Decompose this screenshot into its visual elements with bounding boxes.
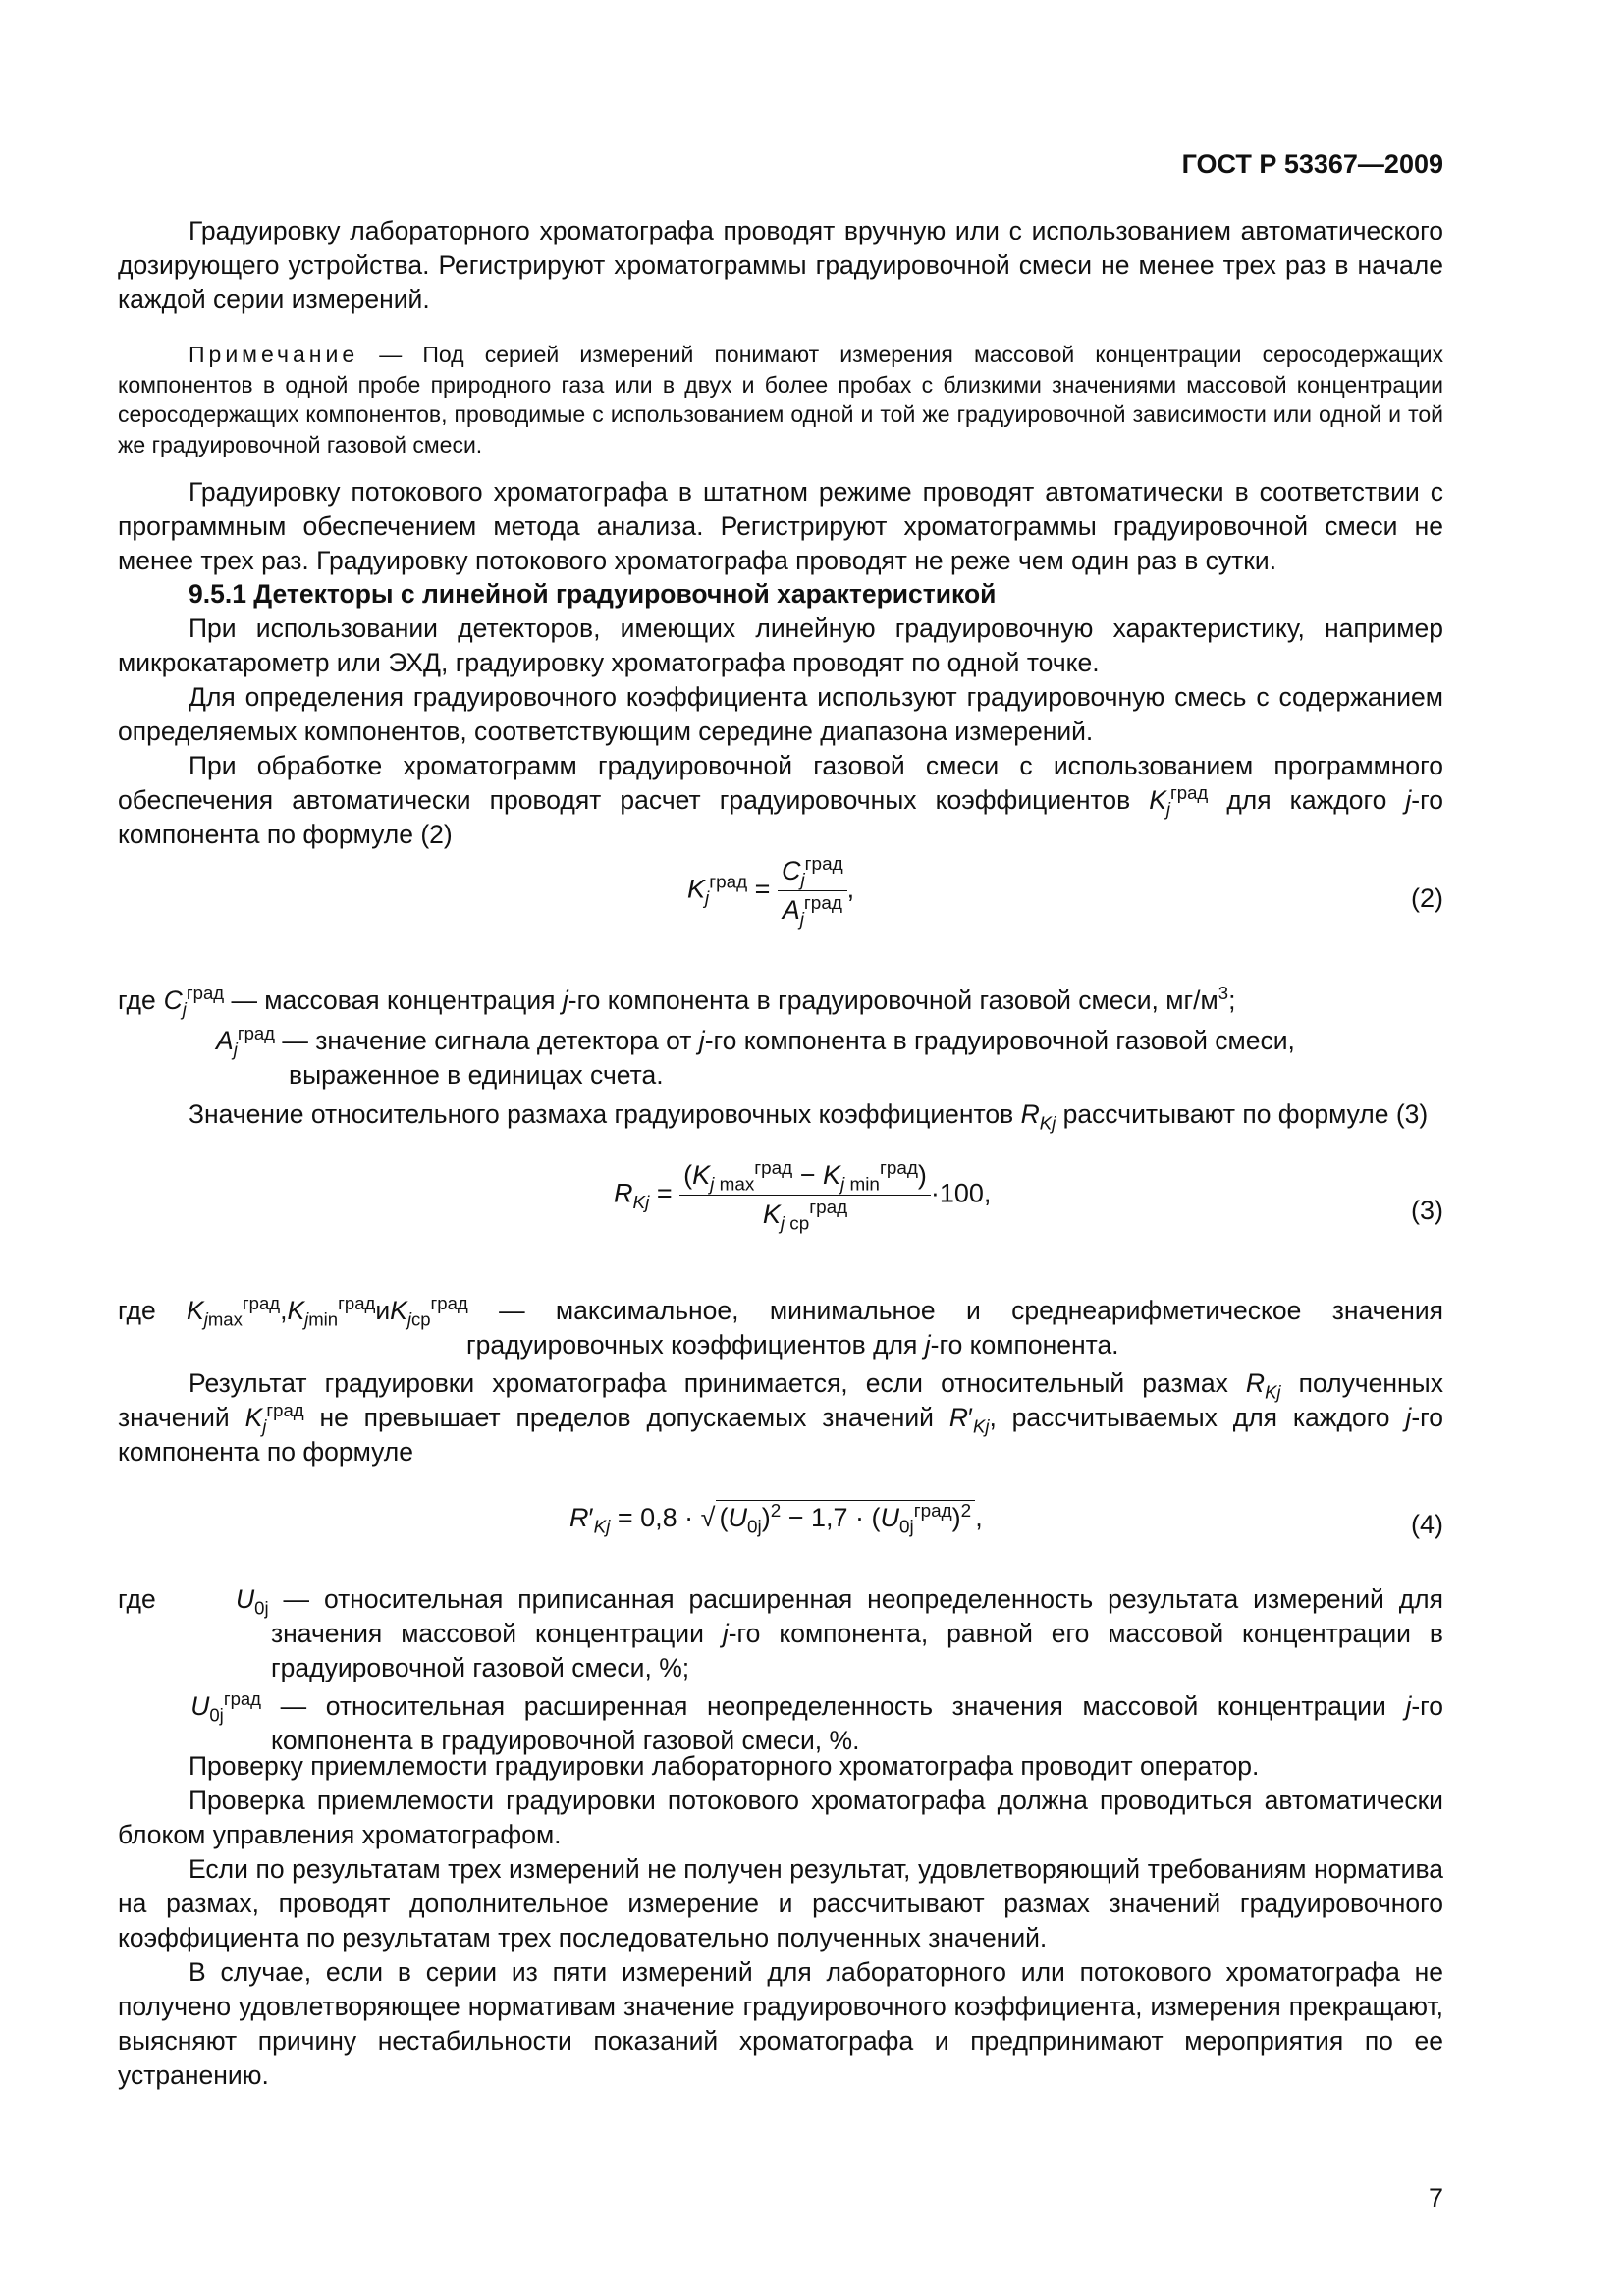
formula-3: $R_{Kj}$ = $\frac{(K_{j max}^{град} - K_{j min}^{град})}{K_{j ср}^{град}}$ ·100, (3) bbox=[614, 1158, 1443, 1235]
fraction: $\frac{(K_{j max}^{град} - K_{j min}^{град})}{K_{j ср}^{град}}$ bbox=[679, 1158, 931, 1232]
paragraph-5: При обработке хроматограмм градуировочной газовой смеси с использованием программного обеспечения автоматически проводят расчет градуировочных коэффициентов $K_j^{град}$ для каждого j-го компонента по формуле (2) bbox=[118, 751, 1443, 849]
paragraph-2 bbox=[118, 475, 1443, 578]
paragraph-1 bbox=[118, 214, 1443, 317]
page-number: 7 bbox=[1428, 2183, 1443, 2213]
section-title-block bbox=[118, 577, 1443, 612]
note-label: Примечание bbox=[189, 342, 359, 367]
paragraph-12 bbox=[118, 1955, 1443, 2093]
definitions-formula-3: где $K_{jmax}^{град},K_{jmin}^{град}иK_{jср}^{град}$ — максимальное, минимальное и среднеарифметическое значения градуировочных коэффициентов для j-го компонента. bbox=[118, 1293, 1443, 1360]
standard-code-header: ГОСТ Р 53367—2009 bbox=[1181, 149, 1443, 179]
symbol-K: K bbox=[1149, 785, 1166, 815]
paragraph-text: Если по результатам трех измерений не получен результат, удовлетворяющий требованиям норматива на размах, проводят дополнительное измерение и рассчитывают размах значений градуировочного коэффициента по результатам трех последовательно полученных значений. bbox=[118, 1854, 1443, 1952]
definitions-formula-4: где $U_{0j}$ — относительная приписанная расширенная неопределенность результата измерений для значения массовой концентрации j-го компонента, равной его массовой концентрации в градуировочной газовой смеси, %; $U_{0j}^{град}$ — относительная расширенная неопределенность значения массовой концентрации j-го компонента в градуировочной газовой смеси, %. bbox=[118, 1584, 1443, 1755]
paragraph-6: Значение относительного размаха градуировочных коэффициентов $R_{Kj}$ рассчитывают по формуле (3) bbox=[189, 1099, 1429, 1134]
paragraph-4 bbox=[118, 680, 1443, 749]
paragraph-3 bbox=[118, 612, 1443, 680]
paragraph-8: Результат градуировки хроматографа принимается, если относительный размах $R_{Kj}$ полученных значений $K_j^{град}$ не превышает пределов допускаемых значений $R'_{Kj}$, рассчитываемых для каждого j-го компонента по формуле bbox=[118, 1368, 1443, 1467]
note-block bbox=[118, 340, 1443, 459]
formula-number: (2) bbox=[1411, 883, 1443, 913]
formula-4: $R'_{Kj} = 0,8$ · √ $(U_{0j})^2 - 1,7 \cdot (U_{0j}^{град})^2$ , (4) bbox=[118, 1494, 1443, 1602]
paragraph-text: Градуировку лабораторного хроматографа проводят вручную или с использованием автоматического дозирующего устройства. Регистрируют хроматограммы градуировочной смеси не менее трех раз в начале каждой серии измерений. bbox=[118, 216, 1443, 314]
formula-2: $K_j^{град}$ = $\frac{C_j^{град}}{A_j^{град}}$ , (2) bbox=[687, 854, 1443, 931]
formula-number: (3) bbox=[1411, 1196, 1443, 1225]
note-text: — Под серией измерений понимают измерения массовой концентрации серосодержащих компонентов в одной пробе природного газа или в двух и более пробах с близкими значениями массовой концентрации серосодержащих компонентов, проводимые с использованием одной и той же градуировочной зависимости или одной и той же градуировочной газовой смеси. bbox=[118, 342, 1443, 457]
paragraph-10 bbox=[118, 1784, 1443, 1852]
paragraph-text: Для определения градуировочного коэффициента используют градуировочную смесь с содержанием определяемых компонентов, соответствующим середине диапазона измерений. bbox=[118, 682, 1443, 746]
paragraph-text: Градуировку потокового хроматографа в штатном режиме проводят автоматически в соответствии с программным обеспечением метода анализа. Регистрируют хроматограммы градуировочной смеси не менее трех раз. Градуировку потокового хроматографа проводят не реже чем один раз в сутки. bbox=[118, 477, 1443, 575]
definitions-formula-2: где $C_j^{град}$ — массовая концентрация j-го компонента в градуировочной газовой смеси, $мг/м^3$; $A_j^{град}$ — значение сигнала детектора от j-го компонента в градуировочной газовой смеси, выраженное в единицах счета. bbox=[118, 983, 1295, 1090]
paragraph-11 bbox=[118, 1852, 1443, 1955]
paragraph-text: При использовании детекторов, имеющих линейную градуировочную характеристику, например микрокатарометр или ЭХД, градуировку хроматографа проводят по одной точке. bbox=[118, 614, 1443, 677]
fraction: $\frac{C_j^{град}}{A_j^{град}}$ bbox=[778, 854, 847, 928]
paragraph-text: Проверку приемлемости градуировки лабораторного хроматографа проводит оператор. bbox=[189, 1751, 1260, 1781]
paragraph-text: При обработке хроматограмм градуировочной газовой смеси с использованием программного обеспечения автоматически проводят расчет градуировочных коэффициентов bbox=[118, 751, 1443, 815]
paragraph-9 bbox=[118, 1749, 1443, 1784]
section-title: 9.5.1 Детекторы с линейной градуировочной характеристикой bbox=[189, 579, 997, 609]
formula-number: (4) bbox=[1411, 1510, 1443, 1539]
paragraph-text: В случае, если в серии из пяти измерений для лабораторного или потокового хроматографа не получено удовлетворяющее нормативам значение градуировочного коэффициента, измерения прекращают, выясняют причину нестабильности показаний хроматографа и предпринимают мероприятия по ее устранению. bbox=[118, 1957, 1443, 2090]
paragraph-text: Проверка приемлемости градуировки потокового хроматографа должна проводиться автоматически блоком управления хроматографом. bbox=[118, 1786, 1443, 1849]
